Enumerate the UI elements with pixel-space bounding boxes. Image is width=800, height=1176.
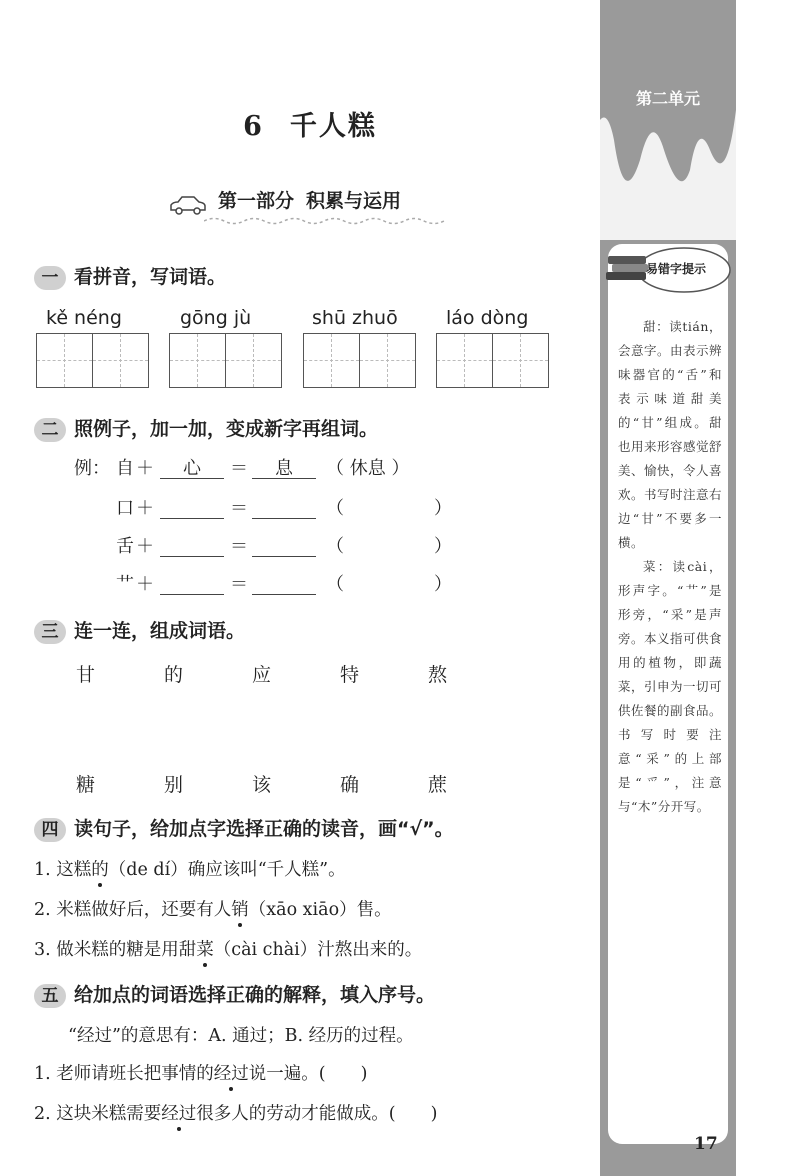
part-label: 第一部分: [218, 190, 295, 212]
add-char: 口: [116, 498, 134, 519]
lesson-number: 6: [243, 111, 264, 142]
item-number: 2.: [34, 900, 51, 920]
tip-text: [618, 315, 722, 819]
plus-sign: ＋: [136, 536, 154, 557]
item-number: 2.: [34, 1104, 51, 1124]
wave-underline: [204, 216, 454, 226]
example-char: 自: [116, 458, 134, 479]
example-blank: 心: [160, 454, 224, 479]
meaning-intro: “经过”的意思有：A. 通过；B. 经历的过程。: [68, 1026, 414, 1046]
car-icon: [168, 194, 208, 216]
dotted-word: 经过: [161, 1100, 196, 1125]
section-badge: 四: [34, 818, 66, 842]
plus-sign: ＋: [136, 458, 154, 479]
add-char: 艹: [116, 574, 134, 595]
equals-sign: ＝: [230, 458, 248, 479]
answer-parentheses[interactable]: （ ）: [326, 498, 452, 519]
meaning-item: [34, 1100, 437, 1125]
item-number: 3.: [34, 940, 51, 960]
equals-sign: ＝: [230, 498, 248, 519]
match-char-bottom[interactable]: 蔗: [428, 774, 448, 796]
match-char-top[interactable]: 熬: [428, 664, 448, 686]
match-char-top[interactable]: 的: [164, 664, 184, 686]
section-title-text: 读句子，给加点字选择正确的读音，画“√”。: [74, 818, 454, 840]
section-title-text: 连一连，组成词语。: [74, 620, 246, 642]
match-char-top[interactable]: 应: [252, 664, 272, 686]
pinyin-label: gōng jù: [180, 307, 252, 329]
section-title: [34, 262, 226, 290]
example-word: （ 休息 ）: [326, 458, 410, 479]
lesson-name: 千人糕: [289, 111, 377, 142]
answer-blank[interactable]: [160, 494, 224, 519]
equals-sign: ＝: [230, 574, 248, 595]
sentence-text[interactable]: （de dí）确应该叫“千人糕”。: [108, 860, 346, 880]
equals-sign: ＝: [230, 536, 248, 557]
example-word-text: 休息: [349, 458, 386, 479]
sentence-text[interactable]: （xāo xiāo）售。: [248, 900, 392, 920]
tip-paragraph: 甜：读tián，会意字。由表示辨味器官的“舌”和表示味道甜美的“甘”组成。甜也用来形容感觉舒美、愉快，令人喜欢。书写时注意右边“甘”不要多一横。: [618, 319, 723, 550]
dotted-char: 菜: [196, 936, 214, 961]
answer-blank[interactable]: [252, 494, 316, 519]
section-title: [34, 980, 435, 1008]
answer-blank[interactable]: [252, 570, 316, 595]
writing-grid[interactable]: [36, 333, 149, 388]
pinyin-label: kě néng: [46, 307, 122, 329]
part-name: 积累与运用: [306, 190, 402, 212]
section-title: [34, 616, 245, 644]
sentence-text[interactable]: （cài chài）汁熬出来的。: [213, 940, 423, 960]
writing-grid[interactable]: [303, 333, 416, 388]
answer-blank[interactable]: [160, 532, 224, 557]
section-badge: 三: [34, 620, 66, 644]
reading-item: [34, 856, 346, 881]
answer-blank[interactable]: [160, 570, 224, 595]
item-number: 1.: [34, 860, 51, 880]
answer-parentheses[interactable]: （ ）: [326, 536, 452, 557]
lesson-title: [0, 104, 620, 143]
section-badge: 一: [34, 266, 66, 290]
example-blank: 息: [252, 454, 316, 479]
dotted-word: 经过: [214, 1060, 249, 1085]
match-char-bottom[interactable]: 糖: [76, 774, 96, 796]
match-char-bottom[interactable]: 别: [164, 774, 184, 796]
sentence-text: 老师请班长把事情的: [56, 1064, 214, 1084]
reading-item: [34, 896, 392, 921]
dotted-char: 销: [231, 896, 249, 921]
section-title-text: 看拼音，写词语。: [74, 266, 227, 288]
reading-item: [34, 936, 422, 961]
plus-sign: ＋: [136, 574, 154, 595]
answer-parentheses[interactable]: （ ）: [326, 574, 452, 595]
dotted-char: 的: [91, 856, 109, 881]
sentence-text[interactable]: 很多人的劳动才能做成。( ): [196, 1104, 438, 1124]
add-char: 舌: [116, 536, 134, 557]
sidebar-drip-decoration: [600, 0, 736, 240]
writing-grid[interactable]: [436, 333, 549, 388]
answer-blank[interactable]: [252, 532, 316, 557]
match-char-top[interactable]: 甘: [76, 664, 96, 686]
example-prefix: 例：: [74, 458, 110, 479]
plus-sign: ＋: [136, 498, 154, 519]
match-char-bottom[interactable]: 确: [340, 774, 360, 796]
match-char-bottom[interactable]: 该: [252, 774, 272, 796]
tip-paragraph: 菜：读cài，形声字。“艹”是形旁，“采”是声旁。本义指可供食用的植物，即蔬菜，引申为一切可供佐餐的副食品。书写时要注意“采”的上部是“爫”，注意与“木”分开写。: [618, 559, 723, 814]
sentence-text: 米糕做好后，还要有人: [56, 900, 232, 920]
sentence-text: 这糕: [56, 860, 92, 880]
tip-title: 易错字提示: [646, 262, 707, 276]
meaning-item: [34, 1060, 367, 1085]
section-title: [34, 814, 454, 842]
sentence-text[interactable]: 说一遍。( ): [248, 1064, 368, 1084]
unit-label: 第二单元: [635, 89, 700, 108]
page-number: 17: [694, 1134, 718, 1154]
section-badge: 二: [34, 418, 66, 442]
pinyin-label: láo dòng: [446, 307, 529, 329]
sentence-text: 做米糕的糖是用甜: [56, 940, 197, 960]
match-char-top[interactable]: 特: [340, 664, 360, 686]
writing-grid[interactable]: [169, 333, 282, 388]
pinyin-label: shū zhuō: [312, 307, 398, 329]
books-icon: [606, 256, 648, 280]
section-title-text: 照例子，加一加，变成新字再组词。: [74, 418, 379, 440]
part-heading: [168, 186, 458, 232]
section-badge: 五: [34, 984, 66, 1008]
section-title-text: 给加点的词语选择正确的解释，填入序号。: [74, 984, 436, 1006]
section-title: [34, 414, 378, 442]
item-number: 1.: [34, 1064, 51, 1084]
sentence-text: 这块米糕需要: [56, 1104, 162, 1124]
